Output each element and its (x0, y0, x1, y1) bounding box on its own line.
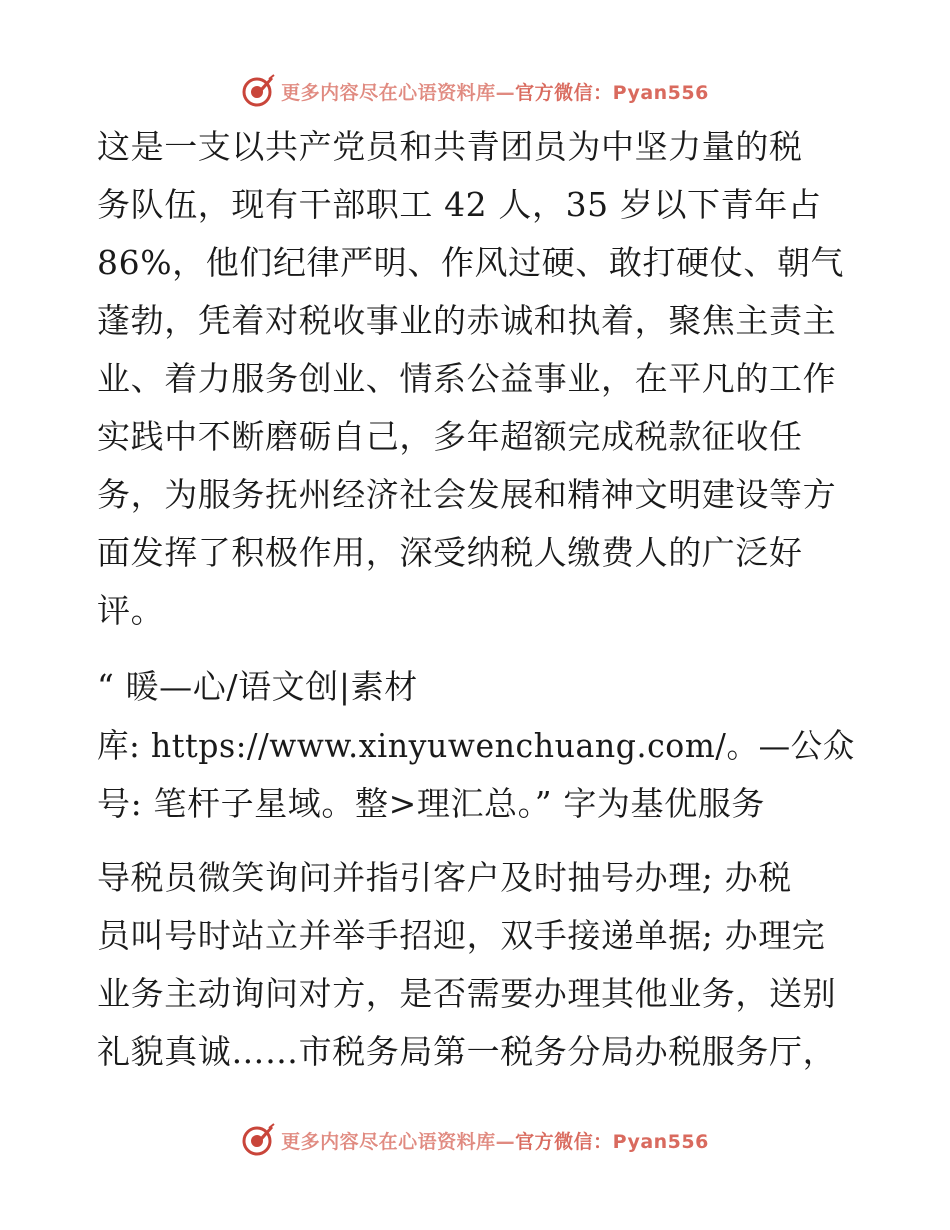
text-line: 面发挥了积极作用，深受纳税人缴费人的广泛好 (97, 533, 803, 572)
text-line: 礼貌真诚……市税务局第一税务分局办税服务厅， (97, 1032, 837, 1071)
text-line: “ 暖—心/语文创|素材 (97, 667, 418, 706)
watermark-wechat-text: 官方微信：Pyan556 (515, 81, 709, 104)
footer-watermark-banner (0, 1120, 950, 1160)
header-watermark-banner (0, 71, 950, 111)
watermark-wechat-text: 官方微信：Pyan556 (515, 1130, 709, 1153)
text-line: 务，为服务抚州经济社会发展和精神文明建设等方 (97, 475, 837, 514)
watermark-main-text: 更多内容尽在心语资料库— (281, 81, 516, 104)
text-line: 号: 笔杆子星域。整>理汇总。” 字为基优服务 (97, 784, 765, 823)
quill-logo-icon (241, 1123, 275, 1157)
text-line: 实践中不断磨砺自己，多年超额完成税款征收任 (97, 417, 803, 456)
text-line: 这是一支以共产党员和共青团员为中坚力量的税 (97, 127, 803, 166)
text-line: 库: https://www.xinyuwenchuang.com/。—公众 (97, 726, 855, 765)
text-line: 业务主动询问对方，是否需要办理其他业务，送别 (97, 974, 837, 1013)
text-line: 导税员微笑询问并指引客户及时抽号办理; 办税 (97, 858, 792, 897)
text-line: 评。 (97, 591, 165, 630)
text-line: 86%，他们纪律严明、作风过硬、敢打硬仗、朝气 (97, 243, 845, 282)
text-line: 务队伍，现有干部职工 42 人，35 岁以下青年占 (97, 185, 822, 224)
quill-logo-icon (241, 74, 275, 108)
text-line: 业、着力服务创业、情系公益事业，在平凡的工作 (97, 359, 837, 398)
text-line: 员叫号时站立并举手招迎，双手接递单据; 办理完 (97, 916, 826, 955)
watermark-text (281, 1127, 709, 1154)
watermark-main-text: 更多内容尽在心语资料库— (281, 1130, 516, 1153)
watermark-text (281, 78, 709, 105)
text-line: 蓬勃，凭着对税收事业的赤诚和执着，聚焦主责主 (97, 301, 837, 340)
